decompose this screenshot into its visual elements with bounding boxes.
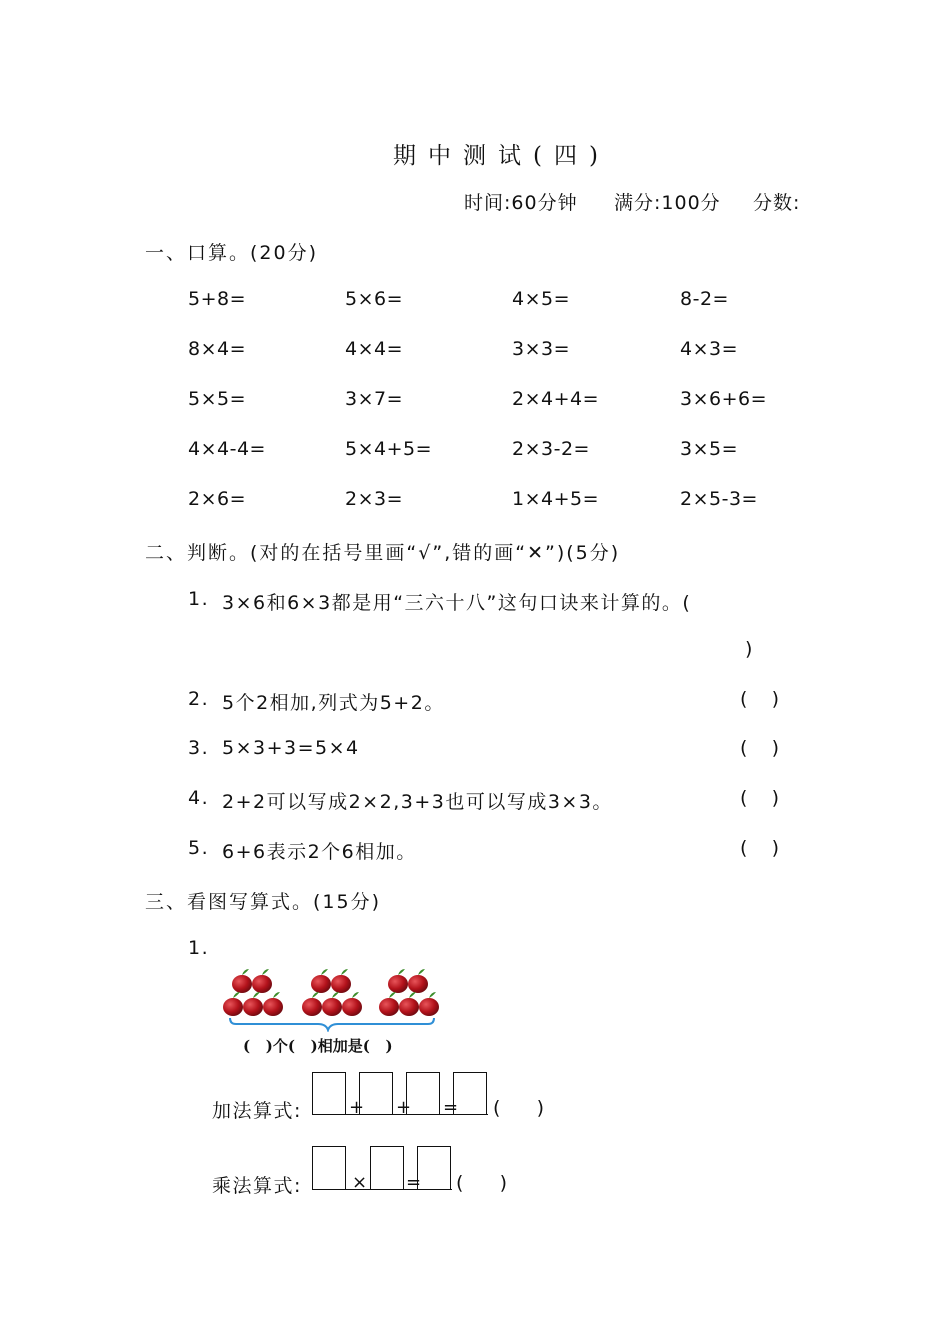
apple-icon — [232, 969, 252, 993]
judge-item-5-text: 6+6表示2个6相加。 — [222, 841, 417, 863]
time-limit: 时间:60分钟 — [464, 192, 578, 214]
judge-item-4-answer[interactable]: ( ) — [740, 787, 779, 809]
calc-item: 8-2= — [680, 288, 729, 310]
calc-item: 3×5= — [680, 438, 739, 460]
judge-item-1-text: 3×6和6×3都是用“三六十八”这句口诀来计算的。( — [222, 592, 692, 614]
multiplication-box-3[interactable] — [417, 1146, 451, 1190]
plus-sign: + — [349, 1097, 365, 1118]
full-score: 满分:100分 — [614, 192, 721, 214]
equals-sign: = — [443, 1097, 459, 1118]
calc-item: 5×5= — [188, 388, 247, 410]
picture-caption: ( )个( )相加是( ) — [243, 1037, 393, 1055]
judge-item-1-number: 1. — [188, 588, 210, 610]
judge-item-4-text: 2+2可以写成2×2,3+3也可以写成3×3。 — [222, 791, 613, 813]
judge-item-2-text: 5个2相加,列式为5+2。 — [222, 692, 445, 714]
times-sign: × — [352, 1172, 368, 1193]
judge-item-2-number: 2. — [188, 688, 210, 710]
calc-item: 4×4= — [345, 338, 404, 360]
addition-box-3[interactable] — [406, 1072, 440, 1115]
apple-group-1 — [223, 969, 283, 1016]
calc-item: 2×5-3= — [680, 488, 758, 510]
plus-sign: + — [396, 1097, 412, 1118]
calc-item: 2×4+4= — [512, 388, 600, 410]
multiplication-box-2[interactable] — [370, 1146, 404, 1190]
apple-icon — [322, 992, 342, 1016]
addition-box-4[interactable] — [453, 1072, 487, 1115]
calc-item: 4×5= — [512, 288, 571, 310]
apple-group-3 — [379, 969, 439, 1016]
calc-item: 8×4= — [188, 338, 247, 360]
judge-item-5-number: 5. — [188, 837, 210, 859]
apple-groups-illustration — [218, 962, 448, 1032]
judge-item-3-answer[interactable]: ( ) — [740, 737, 779, 759]
addition-unit-blank[interactable]: ( ) — [493, 1097, 545, 1119]
calc-item: 5×6= — [345, 288, 404, 310]
addition-box-1[interactable] — [312, 1072, 346, 1115]
calc-item: 2×6= — [188, 488, 247, 510]
calc-item: 3×3= — [512, 338, 571, 360]
judge-item-3-number: 3. — [188, 737, 210, 759]
apple-icon — [243, 992, 263, 1016]
equals-sign: = — [406, 1172, 422, 1193]
apple-icon — [302, 992, 322, 1016]
calc-item: 3×7= — [345, 388, 404, 410]
apple-icon — [342, 992, 362, 1016]
picture-item-number: 1. — [188, 937, 210, 959]
group-brace — [230, 1018, 434, 1030]
section1-heading: 一、口算。(20分) — [145, 242, 319, 264]
apple-icon — [311, 969, 331, 993]
judge-item-5-answer[interactable]: ( ) — [740, 837, 779, 859]
multiplication-label: 乘法算式: — [212, 1175, 302, 1197]
calc-item: 5×4+5= — [345, 438, 433, 460]
calc-item: 3×6+6= — [680, 388, 768, 410]
apple-icon — [408, 969, 428, 993]
apple-icon — [399, 992, 419, 1016]
calc-item: 4×3= — [680, 338, 739, 360]
section3-heading: 三、看图写算式。(15分) — [145, 891, 382, 913]
apple-icon — [388, 969, 408, 993]
apple-icon — [223, 992, 243, 1016]
page-title: 期中测试(四) — [393, 143, 610, 169]
apple-group-2 — [302, 969, 362, 1016]
calc-item: 2×3-2= — [512, 438, 590, 460]
apple-icon — [331, 969, 351, 993]
calc-item: 2×3= — [345, 488, 404, 510]
apple-icon — [419, 992, 439, 1016]
addition-box-2[interactable] — [359, 1072, 393, 1115]
judge-item-2-answer[interactable]: ( ) — [740, 688, 779, 710]
section2-heading: 二、判断。(对的在括号里画“√”,错的画“✕”)(5分) — [145, 542, 621, 564]
calc-item: 1×4+5= — [512, 488, 600, 510]
multiplication-unit-blank[interactable]: ( ) — [456, 1172, 508, 1194]
judge-item-1-answer-close[interactable]: ) — [745, 638, 753, 660]
apple-icon — [252, 969, 272, 993]
judge-item-4-number: 4. — [188, 787, 210, 809]
score-label: 分数: — [753, 192, 801, 214]
apple-icon — [379, 992, 399, 1016]
calc-item: 5+8= — [188, 288, 247, 310]
addition-label: 加法算式: — [212, 1100, 302, 1122]
judge-item-3-text: 5×3+3=5×4 — [222, 737, 360, 759]
apple-icon — [263, 992, 283, 1016]
calc-item: 4×4-4= — [188, 438, 266, 460]
multiplication-box-1[interactable] — [312, 1146, 346, 1190]
